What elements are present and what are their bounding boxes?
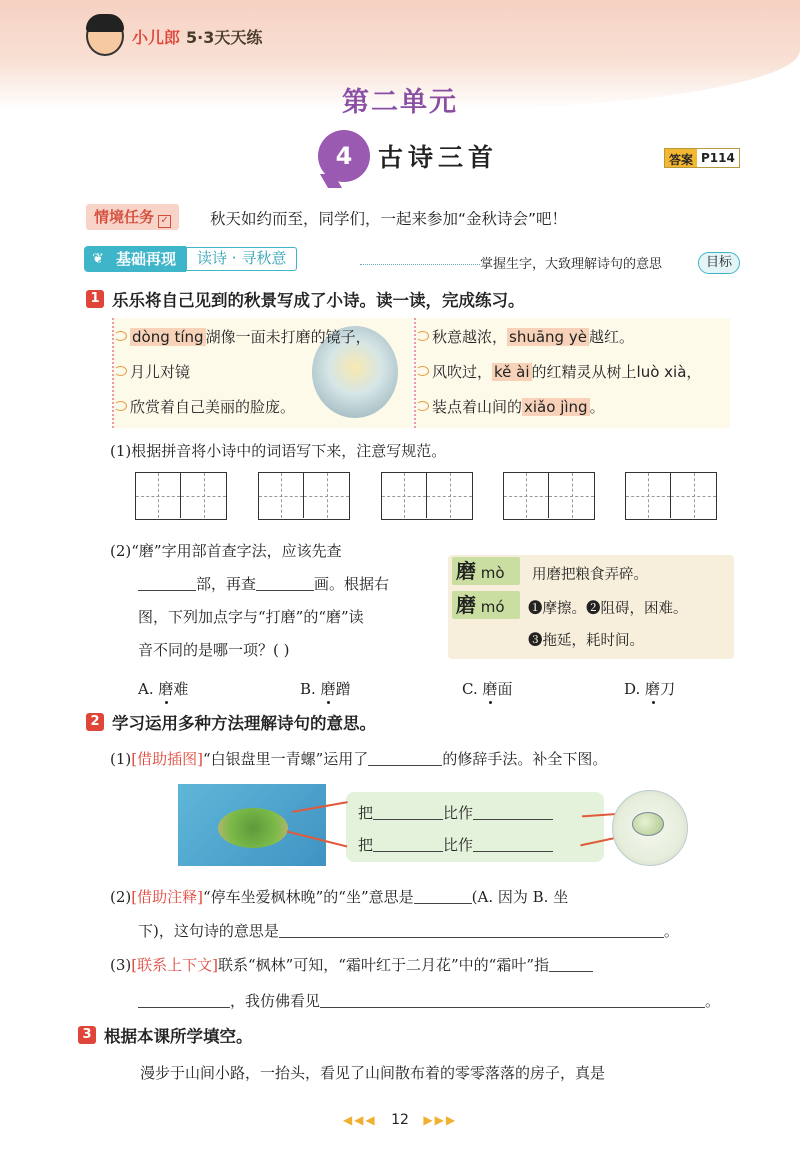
writing-grid[interactable] xyxy=(625,472,717,520)
question-number: 2 xyxy=(86,713,104,731)
goal-tag: 目标 xyxy=(698,252,740,274)
bullet-icon xyxy=(416,401,429,411)
section-banner xyxy=(84,246,297,272)
comparison-line xyxy=(358,834,553,855)
poem-text: 。 xyxy=(589,398,605,416)
writing-grid[interactable] xyxy=(503,472,595,520)
dict-pinyin: mó xyxy=(480,598,505,616)
section-title: 基础再现 xyxy=(112,246,186,272)
pinyin-highlight: dòng tíng xyxy=(132,328,204,346)
q-text: 联系“枫林”可知，“霜叶红于二月花”中的“霜叶”指 xyxy=(217,956,549,974)
pinyin-highlight: kě ài xyxy=(494,363,530,381)
poem-line xyxy=(416,326,634,347)
dict-char: 磨 xyxy=(456,559,476,583)
question-text: 根据本课所学填空。 xyxy=(104,1027,253,1046)
option-d[interactable] xyxy=(624,678,675,699)
island-icon xyxy=(218,808,288,848)
answer-blank[interactable] xyxy=(473,838,553,852)
pinyin-text: luò xià xyxy=(636,363,687,381)
bullet-icon xyxy=(416,366,429,376)
q-text: (A. 因为 B. 坐 xyxy=(471,888,569,906)
dotted-char: 磨 xyxy=(645,680,661,698)
q-text: 画。根据右 xyxy=(314,575,390,593)
option-text: 刀 xyxy=(660,680,676,698)
unit-title: 第二单元 xyxy=(342,87,458,118)
dict-char: 磨 xyxy=(456,593,476,617)
dict-definition: ❸拖延，耗时间。 xyxy=(528,633,644,649)
dotted-char: 磨 xyxy=(320,680,336,698)
divider xyxy=(360,264,480,265)
q-text: 。 xyxy=(663,922,679,940)
answer-blank[interactable] xyxy=(373,838,443,852)
question-number: 1 xyxy=(86,290,104,308)
writing-grid[interactable] xyxy=(135,472,227,520)
q2-sub-2: (2)[借助注释]“停车坐爱枫林晚”的“坐”意思是 (A. 因为 B. 坐 xyxy=(110,888,569,906)
answer-blank[interactable] xyxy=(373,806,443,820)
task-label-text: 情境任务 xyxy=(94,208,155,226)
answer-blank[interactable] xyxy=(549,958,593,972)
book-icon: ❦ xyxy=(84,246,112,272)
checkbox-icon: ✓ xyxy=(158,215,171,228)
poem-line xyxy=(416,396,605,417)
option-text: 蹭 xyxy=(335,680,351,698)
task-label xyxy=(86,204,179,230)
poem-text: ， xyxy=(686,363,702,381)
mascot-icon xyxy=(86,16,124,56)
bullet-icon xyxy=(114,401,127,411)
option-letter: D. xyxy=(624,680,641,698)
option-letter: C. xyxy=(462,680,478,698)
brand xyxy=(86,16,262,56)
q-text: “停车坐爱枫林晚”的“坐”意思是 xyxy=(202,888,414,906)
dictionary-box xyxy=(448,555,734,659)
bullet-icon xyxy=(416,331,429,341)
section-subtitle: 读诗 · 寻秋意 xyxy=(186,247,297,271)
bullet-icon xyxy=(114,331,127,341)
q-text: “白银盘里一青螺”运用了 xyxy=(202,750,369,768)
answer-blank[interactable] xyxy=(320,994,705,1008)
goal-text: 掌握生字，大致理解诗句的意思 xyxy=(480,257,663,272)
q3-paragraph: 漫步于山间小路，一抬头，看见了山间散布着的零零落落的房子，真是 xyxy=(140,1064,606,1082)
dict-entry-head xyxy=(452,557,520,585)
q-text: 。 xyxy=(705,992,721,1010)
page-number xyxy=(0,1112,800,1128)
lesson-number-badge: 4 xyxy=(318,130,370,182)
writing-grid[interactable] xyxy=(258,472,350,520)
q-text: 下)，这句诗的意思是 xyxy=(138,922,279,940)
sub-question-2-line: 图，下列加点字与“打磨”的“磨”读 xyxy=(138,608,364,626)
poem-line xyxy=(114,396,295,417)
method-tag: [借助插图] xyxy=(131,750,203,768)
q2-sub-3: (3)[联系上下文]联系“枫林”可知，“霜叶红于二月花”中的“霜叶”指 xyxy=(110,954,593,975)
option-a[interactable] xyxy=(138,678,188,699)
pinyin-highlight: shuāng yè xyxy=(509,328,587,346)
option-text: 面 xyxy=(497,680,513,698)
poem-line xyxy=(114,326,371,347)
dotted-char: 磨 xyxy=(158,680,174,698)
option-c[interactable] xyxy=(462,678,513,699)
writing-grid[interactable] xyxy=(381,472,473,520)
q-text: ，我仿佛看见 xyxy=(230,992,321,1010)
comparison-line xyxy=(358,802,553,823)
option-letter: B. xyxy=(300,680,316,698)
q-text: 把 xyxy=(358,836,374,854)
poem-text: 湖像一面未打磨的镜子， xyxy=(205,328,371,346)
sub-question-2-line: (2)“磨”字用部首查字法，应该先查 xyxy=(110,542,342,560)
question-text: 乐乐将自己见到的秋景写成了小诗。读一读，完成练习。 xyxy=(112,291,525,310)
option-letter: A. xyxy=(138,680,154,698)
poem-line xyxy=(114,361,190,382)
answer-blank[interactable] xyxy=(256,577,314,591)
poem-text: 风吹过， xyxy=(432,363,493,381)
brand-name: 小儿郎 xyxy=(132,27,181,47)
bullet-icon xyxy=(114,366,127,376)
option-b[interactable] xyxy=(300,678,351,699)
answer-blank[interactable] xyxy=(473,806,553,820)
method-tag: [借助注释] xyxy=(131,888,203,906)
left-arrows-icon: ◀◀◀ xyxy=(342,1113,377,1127)
q-text: 把 xyxy=(358,804,374,822)
answer-blank[interactable] xyxy=(368,752,442,766)
question-number: 3 xyxy=(78,1026,96,1044)
right-arrows-icon: ▶▶▶ xyxy=(423,1113,458,1127)
lesson-title: 古诗三首 xyxy=(378,143,499,172)
dict-pinyin: mò xyxy=(480,564,505,582)
poem-text: 越红。 xyxy=(588,328,634,346)
answer-page-tag[interactable] xyxy=(664,148,740,168)
page-number-text: 12 xyxy=(391,1112,409,1128)
poem-text: 月儿对镜 xyxy=(130,363,191,381)
option-text: 难 xyxy=(173,680,189,698)
q2-sub-3-line2 xyxy=(138,990,720,1011)
dict-entry-head xyxy=(452,591,520,619)
poem-text: 秋意越浓， xyxy=(432,328,508,346)
poem-line xyxy=(416,361,701,382)
pinyin-highlight: xiǎo jìng xyxy=(524,398,588,416)
answer-blank[interactable] xyxy=(138,577,196,591)
sub-question-2-line: 音不同的是哪一项？( ) xyxy=(138,641,290,659)
dict-definition: ❶摩擦。❷阻碍，困难。 xyxy=(528,601,688,617)
sub-question-1: (1)根据拼音将小诗中的词语写下来，注意写规范。 xyxy=(110,442,447,460)
dict-definition: 用磨把粮食弄碎。 xyxy=(532,567,648,583)
answer-label: 答案 xyxy=(665,149,697,167)
method-tag: [联系上下文] xyxy=(131,956,218,974)
poem-text: 欣赏着自己美丽的脸庞。 xyxy=(130,398,296,416)
brand-series: 5·3天天练 xyxy=(186,27,263,47)
answer-blank[interactable] xyxy=(279,924,664,938)
answer-blank[interactable] xyxy=(414,890,472,904)
q-text: 比作 xyxy=(443,836,474,854)
task-text: 秋天如约而至，同学们，一起来参加“金秋诗会”吧！ xyxy=(210,210,568,228)
dotted-char: 磨 xyxy=(482,680,498,698)
q2-sub-1: (1)[借助插图]“白银盘里一青螺”运用了 的修辞手法。补全下图。 xyxy=(110,750,608,768)
q-text: 部，再查 xyxy=(196,575,257,593)
q2-sub-2-line2 xyxy=(138,920,679,941)
answer-blank[interactable] xyxy=(138,994,230,1008)
q-text: 的修辞手法。补全下图。 xyxy=(442,750,608,768)
sub-question-2-line xyxy=(138,573,389,594)
snail-icon xyxy=(632,812,664,836)
poem-text: 装点着山间的 xyxy=(432,398,523,416)
q-text: 比作 xyxy=(443,804,474,822)
answer-page: P114 xyxy=(697,149,739,167)
poem-text: 的红精灵从树上 xyxy=(531,363,637,381)
question-text: 学习运用多种方法理解诗句的意思。 xyxy=(112,714,376,733)
